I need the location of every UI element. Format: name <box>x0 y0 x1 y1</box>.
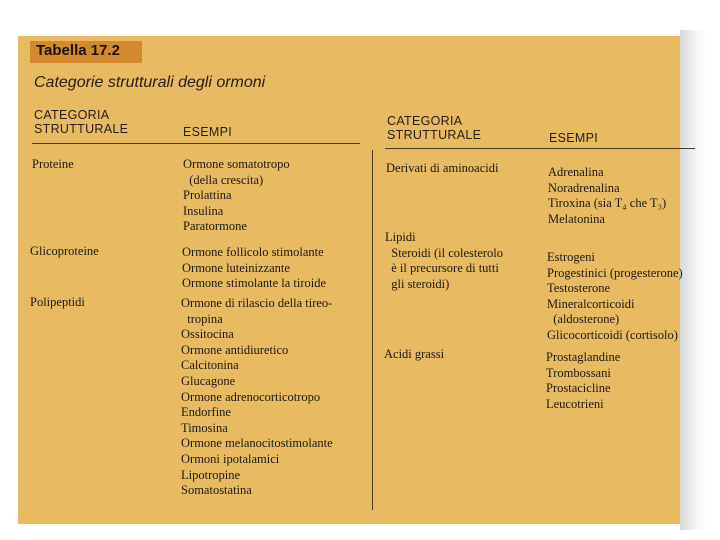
example-item: Somatostatina <box>181 483 252 498</box>
example-item: Prostaglandine <box>546 350 621 364</box>
example-item: Ormone follicolo stimolante <box>182 245 324 259</box>
column-divider <box>372 150 373 510</box>
header-left-category-line2: STRUTTURALE <box>34 122 129 136</box>
category-line: Lipidi <box>385 230 416 244</box>
left-category-polipeptidi: Polipeptidi <box>30 295 85 309</box>
example-item: Noradrenalina <box>548 180 620 195</box>
example-item: Ormone somatotropo <box>183 157 290 171</box>
example-item: Trombossani <box>546 365 611 380</box>
left-examples-proteine <box>183 157 290 235</box>
table-label: Tabella 17.2 <box>36 42 120 59</box>
example-item: Testosterone <box>547 281 610 296</box>
category-line: Acidi grassi <box>384 347 445 361</box>
right-category-lipidi <box>385 230 503 292</box>
example-item: Progestinici (progesterone) <box>547 265 683 280</box>
example-item: (aldosterone) <box>547 312 620 327</box>
page-edge-shadow <box>680 30 706 530</box>
example-item: tropina <box>181 311 223 326</box>
header-rule-left <box>32 143 360 144</box>
left-examples-glicoproteine <box>182 245 326 292</box>
header-left-examples: ESEMPI <box>183 125 233 139</box>
example-item: Leucotrieni <box>546 396 604 411</box>
right-category-acidi-grassi <box>384 347 444 363</box>
header-right-category-line1: CATEGORIA <box>387 114 463 128</box>
example-item: Insulina <box>183 203 224 218</box>
example-item: Endorfine <box>181 405 231 420</box>
example-item: Prostacicline <box>546 381 611 396</box>
category-line: Steroidi (il colesterolo <box>385 245 504 260</box>
header-rule-right <box>385 148 695 149</box>
example-item: Glucagone <box>181 373 236 388</box>
example-item: Ossitocina <box>181 327 234 342</box>
example-item: Mineralcorticoidi <box>547 296 635 311</box>
example-item: Adrenalina <box>548 165 604 179</box>
right-category-derivati-aminoacidi <box>386 161 498 177</box>
example-item: Tiroxina (sia T₄ che T₃) <box>548 196 667 211</box>
left-category-proteine: Proteine <box>32 157 74 171</box>
right-examples-lipidi <box>547 250 683 344</box>
example-item: Prolattina <box>183 188 232 203</box>
example-item: Ormoni ipotalamici <box>181 451 280 466</box>
example-item: Ormone luteinizzante <box>182 260 290 275</box>
category-line: è il precursore di tutti <box>385 261 499 276</box>
right-examples-acidi-grassi <box>546 350 620 412</box>
example-item: Lipotropine <box>181 467 241 482</box>
category-line: gli steroidi) <box>385 276 450 291</box>
example-item: Paratormone <box>183 219 247 234</box>
example-item: Ormone di rilascio della tireo- <box>181 296 333 310</box>
left-examples-polipeptidi <box>181 296 333 499</box>
example-item: Glicocorticoidi (cortisolo) <box>547 327 678 342</box>
example-item: Melatonina <box>548 211 605 226</box>
example-item: Calcitonina <box>181 358 239 373</box>
header-right-category-line2: STRUTTURALE <box>387 128 482 142</box>
right-examples-derivati-aminoacidi <box>548 165 666 227</box>
example-item: Timosina <box>181 420 228 435</box>
example-item: Ormone antidiuretico <box>181 342 289 357</box>
example-item: Estrogeni <box>547 250 595 264</box>
header-right-examples: ESEMPI <box>549 131 599 145</box>
example-item: Ormone stimolante la tiroide <box>182 276 327 291</box>
category-line: Derivati di aminoacidi <box>386 161 499 175</box>
example-item: Ormone adrenocorticotropo <box>181 389 321 404</box>
left-category-glicoproteine: Glicoproteine <box>30 244 99 258</box>
example-item: (della crescita) <box>183 172 264 187</box>
example-item: Ormone melanocitostimolante <box>181 436 333 451</box>
table-subtitle: Categorie strutturali degli ormoni <box>34 74 266 91</box>
header-left-category-line1: CATEGORIA <box>34 108 110 122</box>
